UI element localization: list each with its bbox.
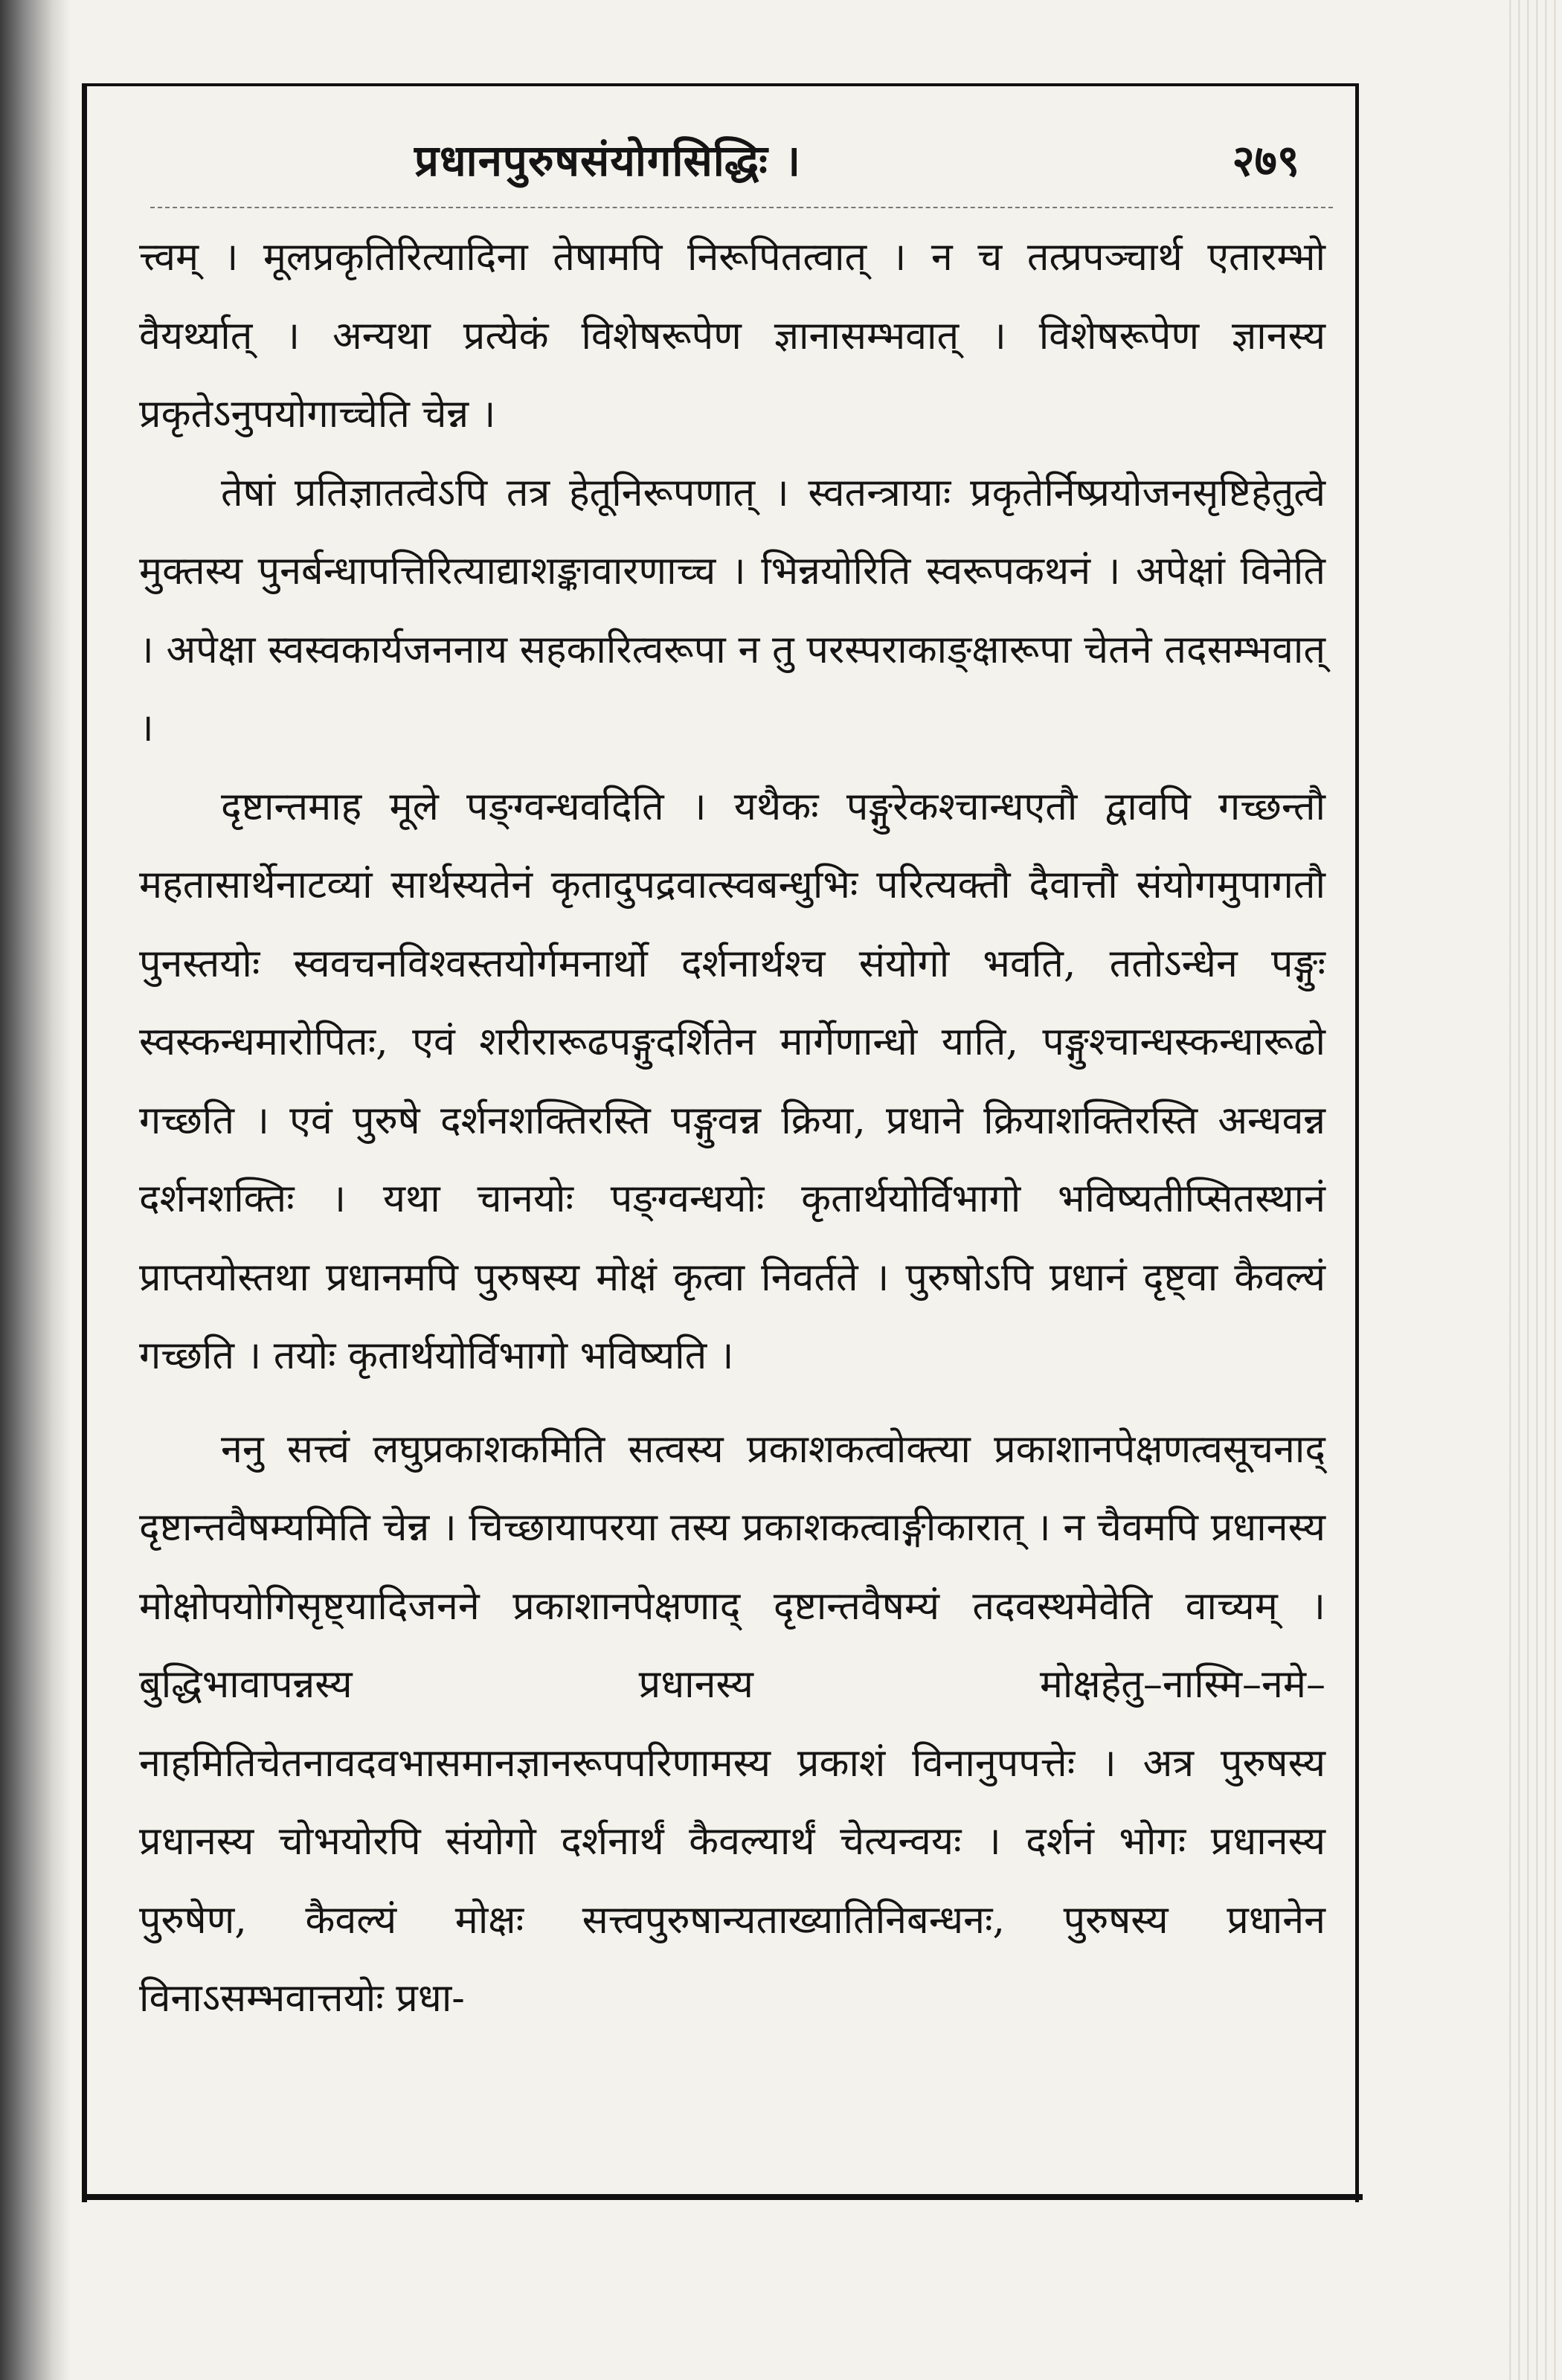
- page-header: [87, 116, 1355, 198]
- paragraph-2: तेषां प्रतिज्ञातत्वेऽपि तत्र हेतूनिरूपणात् । स्वतन्त्रायाः प्रकृतेर्निष्प्रयोजनसृष्टिहेतुत्वे मुक्तस्य पुनर्बन्धापत्तिरित्याद्याशङ्कावारणाच्च । भिन्नयोरिति स्वरूपकथनं । अपेक्षां विनेति । अपेक्षा स्वस्वकार्यजननाय सहकारित्वरूपा न तु परस्पराकाङ्क्षारूपा चेतने तदसम्भवात् ।: [139, 470, 1325, 750]
- page-stack-edge: [1502, 0, 1562, 2380]
- page-frame: [82, 83, 1359, 2202]
- paragraph-4: ननु सत्त्वं लघुप्रकाशकमिति सत्वस्य प्रकाशकत्वोक्त्या प्रकाशानपेक्षणत्वसूचनाद् दृष्टान्तवैषम्यमिति चेन्न । चिच्छायापरया तस्य प्रकाशकत्वाङ्गीकारात् । न चैवमपि प्रधानस्य मोक्षोपयोगिसृष्ट्यादिजनने प्रकाशानपेक्षणाद् दृष्टान्तवैषम्यं तदवस्थमेवेति वाच्यम् । बुद्धिभावापन्नस्य प्रधानस्य मोक्षहेतु–नास्मि–नमे–नाहमितिचेतनावदवभासमानज्ञानरूपपरिणामस्य प्रकाशं विनानुपपत्तेः । अत्र पुरुषस्य प्रधानस्य चोभयोरपि संयोगो दर्शनार्थं कैवल्यार्थं चेत्यन्वयः । दर्शनं भोगः प्रधानस्य पुरुषेण, कैवल्यं मोक्षः सत्त्वपुरुषान्यताख्यातिनिबन्धनः, पुरुषस्य प्रधानेन विनाऽसम्भवात्तयोः प्रधा-: [139, 1427, 1325, 2021]
- binding-shadow: [0, 0, 71, 2380]
- body-text: [139, 219, 1325, 2039]
- running-title: प्रधानपुरुषसंयोगसिद्धिः ।: [414, 135, 802, 186]
- paragraph-3: दृष्टान्तमाह मूले पङ्ग्वन्धवदिति । यथैकः पङ्गुरेकश्चान्धएतौ द्वावपि गच्छन्तौ महतासार्थेनाटव्यां सार्थस्यतेनं कृतादुपद्रवात्स्वबन्धुभिः परित्यक्तौ दैवात्तौ संयोगमुपागतौ पुनस्तयोः स्ववचनविश्वस्तयोर्गमनार्थो दर्शनार्थश्च संयोगो भवति, ततोऽन्धेन पङ्गुः स्वस्कन्धमारोपितः, एवं शरीरारूढपङ्गुदर्शितेन मार्गेणान्धो याति, पङ्गुश्चान्धस्कन्धारूढो गच्छति । एवं पुरुषे दर्शनशक्तिरस्ति पङ्गुवन्न क्रिया, प्रधाने क्रियाशक्तिरस्ति अन्धवन्न दर्शनशक्तिः । यथा चानयोः पङ्ग्वन्धयोः कृतार्थयोर्विभागो भविष्यतीप्सितस्थानं प्राप्तयोस्तथा प्रधानमपि पुरुषस्य मोक्षं कृत्वा निवर्तते । पुरुषोऽपि प्रधानं दृष्ट्वा कैवल्यं गच्छति । तयोः कृतार्थयोर्विभागो भविष्यति ।: [139, 784, 1325, 1378]
- bottom-rule: [82, 2194, 1363, 2200]
- page-number: २७९: [1232, 135, 1299, 186]
- paragraph-1: त्त्वम् । मूलप्रकृतिरित्यादिना तेषामपि निरूपितत्वात् । न च तत्प्रपञ्चार्थ एतारम्भो वैयर्थ्यात् । अन्यथा प्रत्येकं विशेषरूपेण ज्ञानासम्भवात् । विशेषरूपेण ज्ञानस्य प्रकृतेऽनुपयोगाच्चेति चेन्न ।: [139, 235, 1325, 437]
- header-divider: [150, 207, 1333, 208]
